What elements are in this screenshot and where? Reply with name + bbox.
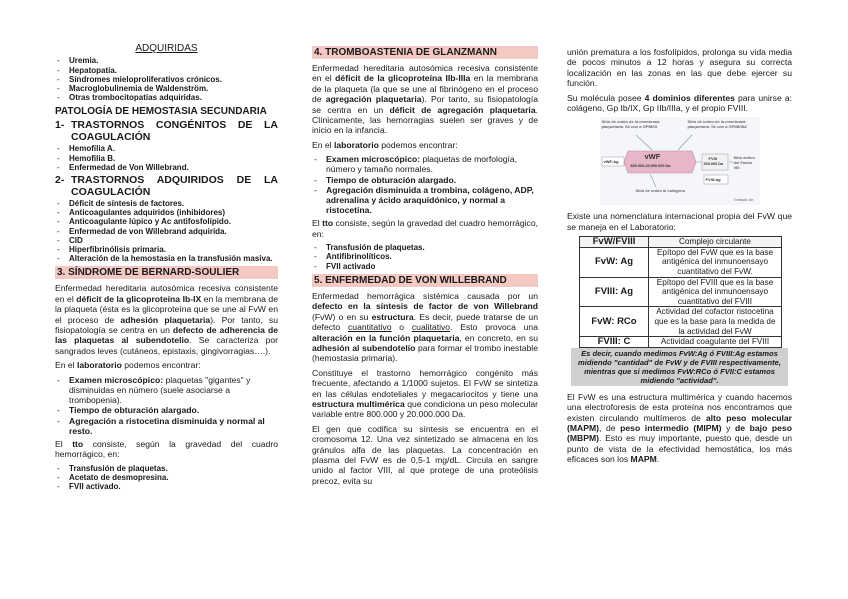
table-header-row [580, 237, 782, 248]
nomenclature-paragraph: Existe una nomenclatura internacional propia del FvW que se maneja en el Laboratorio: [567, 211, 792, 232]
fviii-ag-label: FVIII:Ag [705, 177, 721, 183]
table-row [580, 247, 782, 277]
laboratory-list [312, 154, 538, 215]
list-item: - Anticoagulante lúpico y Ac antifosfolípido. [55, 217, 278, 226]
heading-text: TRASTORNOS ADQUIRIDOS DE LA [71, 174, 278, 187]
table-row [580, 307, 782, 337]
domains-paragraph: Su molécula posee 4 dominios diferentes para unirse a: colágeno, Gp Ib/IX, Gp IIb/IIIa, y el propio FVIII. [567, 92, 792, 114]
prevalence-paragraph: Constituye el trastorno hemorrágico congénito más frecuente, afectando a 1/1000 sujetos. El FvW se sintetiza en las células endoteliales y megacariocitos y tiene una estructura multimérica que condiciona un peso molecular variable entre 800.000 y 20.000.000 Da. [312, 367, 538, 420]
treatment-intro: El tto consiste, según la gravedad del cuadro hemorrágico, en: [312, 218, 538, 239]
list-item: - Enfermedad de Von Willebrand. [55, 163, 278, 172]
laboratory-intro: En el laboratorio podemos encontrar: [55, 360, 201, 371]
measurement-note: Es decir, cuando medimos FvW:Ag ó FVIII:Ag estamos midiendo "cantidad" de FvW y de FVIII respectivamente, mientras que si medimos FvW:RCo ó FVII:C estamos midiendo "actividad". [571, 348, 788, 386]
list-item: - Tiempo de obturación alargado. [312, 175, 538, 185]
column-1 [55, 44, 278, 494]
secundaria-title: PATOLOGÍA DE HEMOSTASIA SECUNDARIA [55, 106, 267, 118]
section-title-glanzmann: 4. TROMBOASTENIA DE GLANZMANN [312, 46, 538, 59]
bernard-soulier-paragraph: Enfermedad hereditaria autosómica recesiva consistente en el déficit de la glicoproteína Ib-IX en la membrana de la plaqueta (ésta es la glicoproteína que se une al FvW en el proceso de adhesión plaquetaria). Por tanto, su fisiopatología se centra en un defecto de adherencia de las plaquetas al subendotelio. Se caracteriza por sangrados leves (cutáneos, epistaxis, gingivorragias….). [55, 283, 278, 356]
list-item: - Examen microscópico: plaquetas "gigantes" y disminuidas en número (suele asociarse a trombopenia). [55, 375, 278, 406]
list-item: - Hemofilia A. [55, 144, 278, 153]
fviii-label: FVIII [708, 156, 717, 162]
adquiridos-heading-cont: COAGULACIÓN [71, 186, 151, 199]
table-row [580, 337, 782, 348]
table-value-cell: Actividad coagulante del FVIII [649, 337, 782, 348]
list-item: - Déficit de síntesis de factores. [55, 199, 278, 208]
table-key-cell: FvW: RCo [580, 307, 649, 337]
list-item: - Agregación a ristocetina disminuida y normal al resto. [55, 416, 278, 436]
list-item: - Alteración de la hemostasia en la transfusión masiva. [55, 254, 278, 263]
table-header-cell: Complejo circulante [649, 237, 782, 248]
gp2b-site-label: Sitio de unión de la membrana plaquetaria. Se une a GPIIB/IIIA [687, 119, 747, 130]
fviii-weight-label: 260.000 Da [703, 162, 724, 167]
list-item: - Síndromes mieloproliferativos crónicos. [55, 75, 278, 84]
collagen-site-label: Sitio de unión al colágeno [635, 188, 686, 194]
laboratory-list [55, 375, 278, 436]
table-row [580, 277, 782, 307]
list-item: - Hemofilia B. [55, 154, 278, 163]
nomenclature-table [579, 236, 782, 348]
gene-paragraph: El gen que codifica su síntesis se encuentra en el cromosoma 12. Una vez sintetizado se almacena en los gránulos alfa de las plaquetas. La concentración en plasma del FvW es de 0,5-1 mg/dL. Circula en sangre unido al factor VIII, al que protege de una proteólisis precoz, evita su [312, 423, 538, 486]
list-item: - Macroglobulinemia de Waldenström. [55, 84, 278, 93]
vwf-label: vWF [644, 152, 661, 162]
column-3 [567, 47, 792, 469]
multimer-paragraph: El FvW es una estructura multimérica y cuando hacemos una electroforesis de esta proteína nos encontramos que existen circulando multímeros de alto peso molecular (MAPM), de peso intermedio (MIPM) y de bajo peso (MBPM). Esto es muy importante, puesto que, desde un punto de vista de la efectividad hemostática, los más eficaces son los MAPM. [567, 391, 792, 465]
vwf-ag-label: vWF:Ag [603, 159, 619, 165]
section-title-bernard-soulier: 3. SÍNDROME DE BERNARD-SOULIER [55, 266, 278, 279]
adquiridos-list [55, 199, 278, 263]
adquiridas-list [55, 56, 278, 102]
diagram-credit: Tomado de [733, 197, 754, 203]
heading-number: 2- [55, 174, 65, 187]
continuation-paragraph: unión prematura a los fosfolípidos, prolonga su vida media de pocos minutos a 12 horas y asegura su correcta localización en las zonas en las que debe ejercer su función. [567, 47, 792, 89]
table-value-cell: Epítopo del FVIII que es la base antigénica del inmunoensayo cuantitativo del FVIII [649, 277, 782, 307]
vwf-weight-label: 800.000-20.000.000 Da [630, 164, 671, 169]
list-item: - Uremia. [55, 56, 278, 65]
treatment-intro: El tto consiste, según la gravedad del cuadro hemorrágico, en: [55, 438, 278, 460]
table-header-cell: FvW/FVIII [580, 237, 649, 248]
heading-text: TRASTORNOS CONGÉNITOS DE LA [71, 119, 278, 132]
gp1b-site-label: Sitio de unión de la membrana plaquetaria. Se une a GPIB/IX [601, 119, 660, 130]
adquiridos-heading [55, 175, 278, 186]
table-key-cell: FVIII: Ag [580, 277, 649, 307]
list-item: - Tiempo de obturación alargado. [55, 405, 278, 415]
list-item: - Anticoagulantes adquiridos (inhibidores) [55, 208, 278, 217]
list-item: - Otras trombocitopatías adquiridas. [55, 93, 278, 102]
section-title-von-willebrand: 5. ENFERMEDAD DE VON WILLEBRAND [312, 274, 538, 287]
column-2 [312, 44, 538, 490]
list-item: - Transfusión de plaquetas. [312, 243, 538, 252]
list-item: - Enfermedad de von Willebrand adquirida. [55, 227, 278, 236]
adquiridas-title: ADQUIRIDAS [135, 43, 198, 54]
list-item: - Transfusión de plaquetas. [55, 464, 278, 473]
list-item: - Antifibrinolíticos. [312, 252, 538, 261]
list-item: - CID [55, 236, 278, 245]
table-value-cell: Epítopo del FvW que es la base antigénica del inmunoensayo cuantitativo del FvW. [649, 247, 782, 277]
laboratory-intro: En el laboratorio podemos encontrar: [312, 139, 458, 150]
congenitos-heading-cont: COAGULACIÓN [71, 131, 151, 144]
congenitos-list [55, 144, 278, 172]
von-willebrand-paragraph: Enfermedad hemorrágica sistémica causada por un defecto en la síntesis de factor de von Willebrand (FvW) o en su estructura. Es decir, puede tratarse de un defecto cuantitativo o cualitativo. Esto provoca una alteración en la función plaquetaria, en concreto, en su adhesión al subendotelio para formar el trombo inestable (hemostasia primaria). [312, 290, 539, 364]
fviii-active-site-label: Sitio activo del Factor VIII [733, 155, 755, 171]
table-key-cell: FvW: Ag [580, 247, 649, 277]
list-item: - FVII activado. [55, 482, 278, 491]
treatment-list [55, 464, 278, 492]
heading-number: 1- [55, 119, 65, 132]
treatment-list [312, 243, 538, 271]
congenitos-heading [55, 120, 278, 131]
list-item: - FVII activado [312, 262, 538, 271]
list-item: - Examen microscópico: plaquetas de morfología, número y tamaño normales. [312, 154, 538, 174]
table-key-cell: FVIII: C [580, 337, 649, 348]
list-item: - Hiperfibrinólisis primaria. [55, 245, 278, 254]
list-item: - Agregación disminuida a trombina, colágeno, ADP, adrenalina y ácido araquidónico, y normal a ristocetina. [312, 185, 538, 216]
vwf-structure-diagram [600, 117, 760, 205]
table-value-cell: Actividad del cofactor ristocetina que es la base para la medida de la actividad del FvW [649, 307, 782, 337]
glanzmann-paragraph: Enfermedad hereditaria autosómica recesiva consistente en el déficit de la glicoproteína IIb-IIIa en la membrana de la plaqueta (la que se une al fibrinógeno en el proceso de agregación plaquetaria). Por tanto, su fisiopatología se centra en un déficit de agregación plaquetaria. Clínicamente, las hemorragias suelen ser graves y de inicio en la infancia. [312, 63, 538, 136]
list-item: - Hepatopatía. [55, 66, 278, 75]
list-item: - Acetato de desmopresina. [55, 473, 278, 482]
